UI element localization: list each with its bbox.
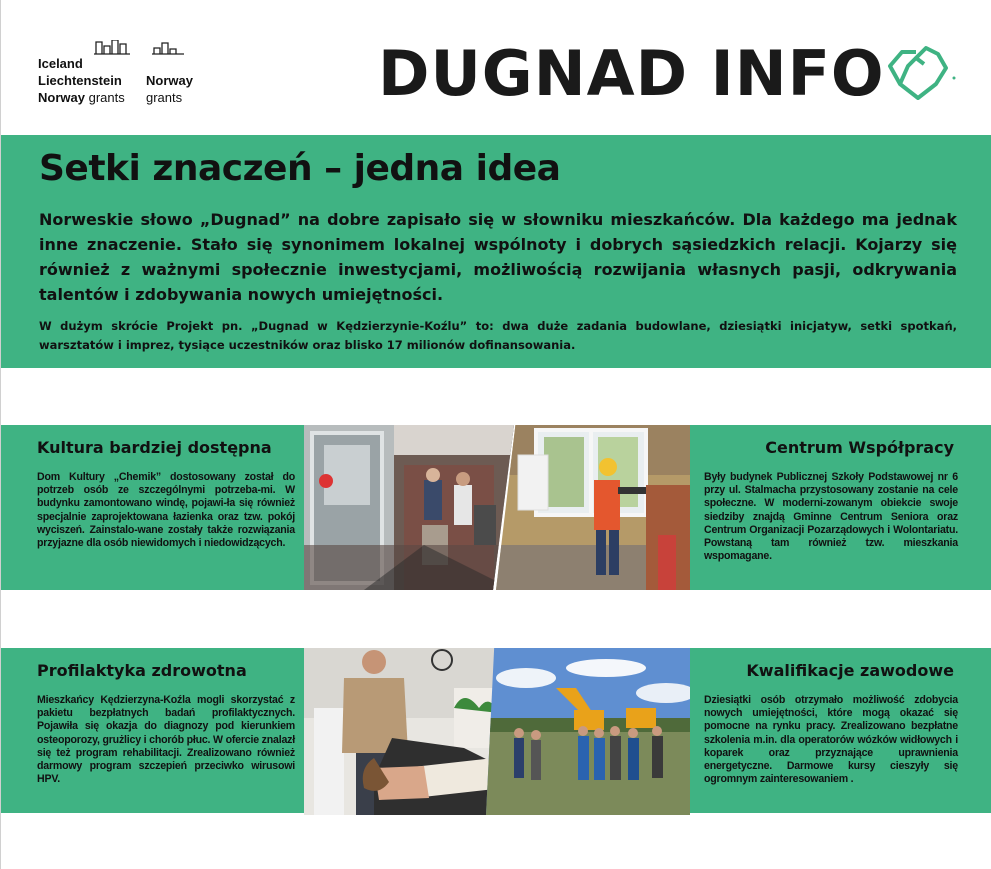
section-centrum: [690, 425, 991, 590]
section-profilaktyka-text: Mieszkańcy Kędzierzyna-Koźla mogli skorzystać z pakietu bezpłatnych badań profilaktycznych. Pojawiła się okazja do diagnozy pod kierunkiem osteoporozy, grużlicy i chorób płuc. W ofercie znalazł się też program rehabilitacji. Zrealizowano również darmowy program szczepień przeciwko wirusowi HPV.: [37, 694, 296, 786]
section-kultura: [1, 425, 304, 590]
logo-liechtenstein: Liechtenstein: [38, 73, 122, 88]
section-centrum-title: Centrum Współpracy: [765, 438, 954, 457]
photo-school-renovation: [496, 425, 690, 590]
section-kultura-title: Kultura bardziej dostępna: [37, 438, 272, 457]
photo-excavator-training: [486, 648, 690, 815]
section-centrum-text: Były budynek Publicznej Szkoły Podstawowej nr 6 przy ul. Stalmacha przystosowany zostanie na cele społeczne. W moderni-zowanym obiekcie swoje siedziby znajdą Gminne Centrum Seniora oraz Centrum Organizacji Pozarządowych i Wolontariatu. Powstaną tam również tzw. mieszkania wspomagane.: [704, 471, 958, 563]
intro-panel: [1, 135, 991, 368]
logo-norway-right: Norway: [146, 73, 193, 88]
logo-grants-right: grants: [146, 90, 183, 105]
logo-mark-icon: [94, 40, 226, 70]
section-profilaktyka: [1, 648, 304, 813]
section-profilaktyka-title: Profilaktyka zdrowotna: [37, 661, 247, 680]
page-title: DUGNAD INFO: [378, 37, 885, 110]
section-kultura-text: Dom Kultury „Chemik” dostosowany został do potrzeb osób ze szczególnymi potrzeba-mi. W budynku zamontowano windę, pojawi-ła się również specjalnie zaprojektowana łazienka oraz tzw. pokój wyciszeń. Zainstalo-wane zostały także rozwiązania przyjazne dla osób niewidomych i niedowidzących.: [37, 471, 295, 550]
heart-logo-icon: [886, 44, 958, 102]
intro-heading: Setki znaczeń – jedna idea: [39, 148, 561, 189]
logo-norway-left: Norway: [38, 90, 85, 105]
norway-grants-logo: [38, 40, 208, 110]
section-kwalifikacje-text: Dziesiątki osób otrzymało możliwość zdobycia nowych umiejętności, które mogą okazać się pomocne na rynku pracy. Zrealizowano bezpłatne szkolenia m.in. dla operatorów wózków widłowych i koparek oraz przyznające uprawnienia energetyczne. Darmowe kursy cieszyły się ogromnym zainteresowaniem .: [704, 694, 958, 786]
section-kwalifikacje-title: Kwalifikacje zawodowe: [746, 661, 954, 680]
intro-summary-text: W dużym skrócie Projekt pn. „Dugnad w Kędzierzynie-Koźlu” to: dwa duże zadania budowlane, dziesiątki inicjatyw, setki spotkań, warsztatów i imprez, tysiące uczestników oraz blisko 17 milionów dofinansowania.: [39, 319, 957, 352]
logo-iceland: Iceland: [38, 56, 83, 71]
photo-elevator-interior: [304, 425, 514, 590]
photo-physiotherapy: [304, 648, 508, 815]
logo-grants-left: grants: [88, 90, 125, 105]
section-kwalifikacje: [690, 648, 991, 813]
intro-lead-text: Norweskie słowo „Dugnad” na dobre zapisało się w słowniku mieszkańców. Dla każdego ma jednak inne znaczenie. Stało się synonimem lokalnej wspólnoty i dobrych sąsiedzkich relacji. Kojarzy się również z ważnymi społecznie inwestycjami, możliwością rozwijania własnych pasji, odkrywania talentów i zdobywania nowych umiejętności.: [39, 210, 957, 304]
